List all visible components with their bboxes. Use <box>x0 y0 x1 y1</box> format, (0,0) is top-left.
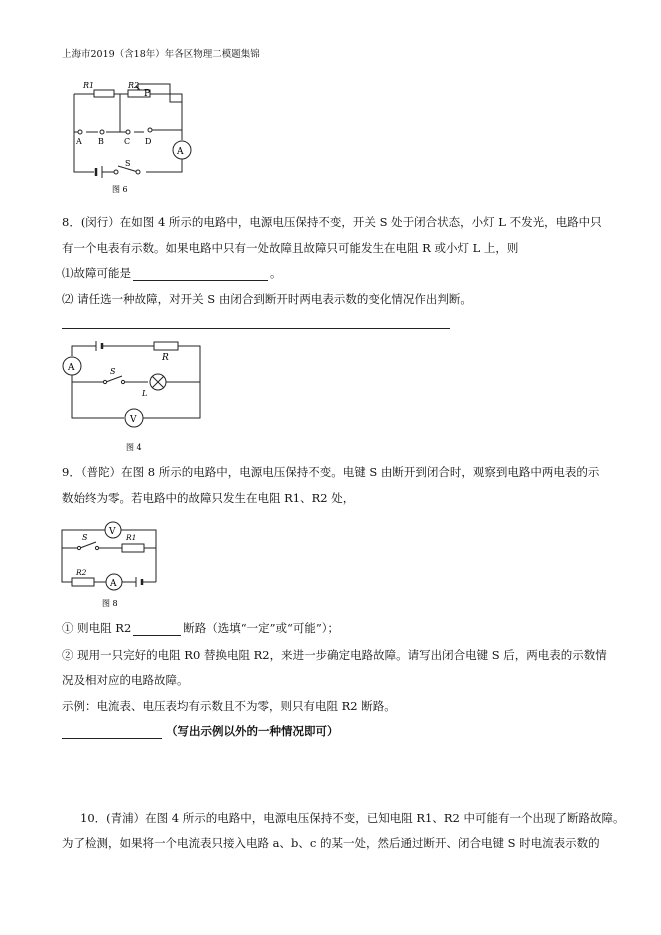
figure-8-circuit <box>60 518 180 613</box>
q9-part-1 <box>62 620 339 636</box>
fig6-point-c: C <box>124 137 131 146</box>
fig6-r2-label: R2 <box>128 82 140 90</box>
fig6-point-d: D <box>145 137 152 146</box>
fig6-r1-label: R1 <box>83 82 95 90</box>
fig6-ammeter-label: A <box>177 147 184 157</box>
q8-part-2: ⑵ 请任选一种故障，对开关 S 由闭合到断开时两电表示数的变化情况作出判断。 <box>62 292 472 306</box>
q9-example: 示例：电流表、电压表均有示数且不为零，则只有电阻 R2 断路。 <box>62 699 396 713</box>
fig6-caption: 图 6 <box>112 185 128 194</box>
q8-answer-line[interactable] <box>62 328 450 329</box>
q8-part-1 <box>62 265 282 281</box>
q9-answer-blank[interactable] <box>62 726 162 739</box>
fig8-voltmeter-label: V <box>109 527 116 537</box>
q9-answer <box>62 723 339 739</box>
fig6-slider-label: P <box>144 89 151 99</box>
fig4-voltmeter-label: V <box>130 415 137 425</box>
fig4-switch-label: S <box>110 367 116 376</box>
q9-answer-note: （写出示例以外的一种情况即可） <box>166 724 339 738</box>
page-header: 上海市2019（含18年）年各区物理二模题集锦 <box>62 49 260 60</box>
fig4-resistor-label: R <box>162 353 169 363</box>
figure-4-circuit <box>60 336 210 456</box>
figure-6-circuit <box>58 82 208 197</box>
q8-part-1-text: ⑴故障可能是 <box>62 266 131 280</box>
q9-part-2-line-2: 况及相对应的电路故障。 <box>62 673 189 687</box>
q9-line-2: 数始终为零。若电路中的故障只发生在电阻 R1、R2 处， <box>62 491 355 505</box>
q8-part-1-end: 。 <box>270 266 282 280</box>
q9-part-1-blank[interactable] <box>133 623 181 636</box>
fig8-r1-label: R1 <box>126 533 137 542</box>
q10-line-2: 为了检测，如果将一个电流表只接入电路 a、b、c 的某一处，然后通过断开、闭合电键 S 时电流表示数的 <box>62 836 600 850</box>
q8-line-1: 8．(闵行）在如图 4 所示的电路中，电源电压保持不变，开关 S 处于闭合状态，小灯 L 不发光，电路中只 <box>62 215 602 229</box>
fig6-point-a: A <box>76 137 82 146</box>
q9-line-1: 9．（普陀）在图 8 所示的电路中，电源电压保持不变。电键 S 由断开到闭合时，观察到电路中两电表的示 <box>62 465 600 479</box>
fig4-ammeter-label: A <box>68 363 75 373</box>
fig4-caption: 图 4 <box>126 443 142 452</box>
fig6-point-b: B <box>98 137 104 146</box>
q8-line-2: 有一个电表有示数。如果电路中只有一处故障且故障只可能发生在电阻 R 或小灯 L 上，则 <box>62 241 519 255</box>
q9-part-1-end: 断路（选填“一定”或“可能”）； <box>183 621 340 635</box>
q10-line-1: 10．(青浦）在图 4 所示的电路中，电源电压保持不变，已知电阻 R1、R2 中可能有一个出现了断路故障。 <box>80 811 625 825</box>
q9-part-1-text: ① 则电阻 R2 <box>62 621 132 635</box>
q9-part-2-line-1: ② 现用一只完好的电阻 R0 替换电阻 R2，来进一步确定电路故障。请写出闭合电键 S 后，两电表的示数情 <box>62 648 607 662</box>
fig8-caption: 图 8 <box>102 599 118 608</box>
fig4-lamp-label: L <box>142 389 148 398</box>
fig8-ammeter-label: A <box>110 579 117 589</box>
q8-part-1-blank[interactable] <box>133 268 268 281</box>
fig8-r2-label: R2 <box>76 568 87 577</box>
fig8-switch-label: S <box>82 533 88 542</box>
fig6-switch-label: S <box>125 159 131 168</box>
